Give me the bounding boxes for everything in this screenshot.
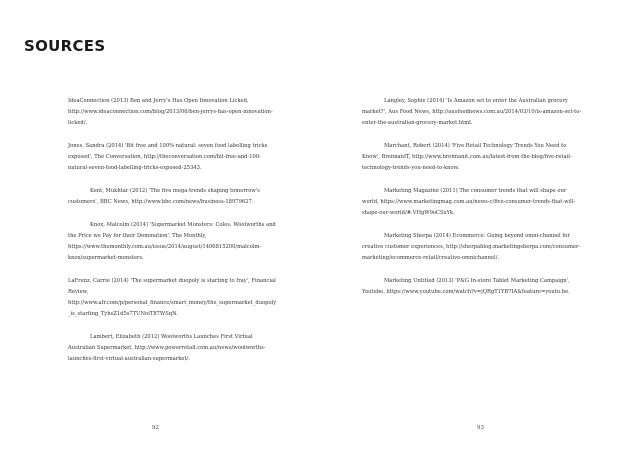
source-entry: IdeaConnection (2013) Ben and Jerry's Has Open Innovation Licked, http://www.ideaconnection.com/blog/2013/06/ben-jerrys-has-open-innovation-licked/. — [68, 98, 273, 126]
source-entry: Langley, Sophie (2014) 'Is Amazon set to enter the Australian grocery market?', Aus Food News, http://ausfoodnews.com.au/2014/03/10/is-amazon-set-to-enter-the-australian-grocery-market.html. — [362, 98, 582, 126]
page-title: SOURCES — [24, 37, 106, 55]
page-number-right: 93 — [477, 425, 484, 431]
source-entry: Knox, Malcolm (2014) 'Supermarket Monsters: Coles, Woolworths and the Price we Pay for their Domination', The Monthly, https://www.themonthly.com.au/issue/2014/august/1406815200/malcolm-knox/supermarket-monsters. — [68, 222, 276, 261]
page-number-left: 92 — [152, 425, 159, 431]
source-entry: Lambert, Elizabeth (2012) Woolworths Launches First Virtual Australian Supermarket, http://www.powerretail.com.au/news/woolworths-launches-first-virtual-australian-supermarket/. — [68, 334, 266, 362]
source-entry: Marchant, Robert (2014) 'Five Retail Technology Trends You Need to Know', BrennanIT, http://www.brennanit.com.au/latest-from-the-blog/five-retail-technology-trends-you-need-to-know. — [362, 143, 572, 171]
source-entry: Kent, Mukhtar (2012) 'The five mega-trends shaping tomorrow's customers', BBC News, http://www.bbc.com/news/business-18979627. — [68, 188, 260, 205]
source-entry: LaFrenz, Carrie (2014) 'The supermarket duopoly is starting to fray', Financial Review, http://www.afr.com/p/personal_finance/smart_money/the_supermarket_duopoly_is_starting_TyhsZ1d5s7TUNoiT87WSqN. — [68, 278, 277, 317]
left-column — [68, 96, 278, 377]
source-entry: Marketing Magazine (2011) The consumer trends that will shape our world, https://www.marketingmag.com.au/news-c/five-consumer-trends-that-will-shape-our-world/#.VHgW9oCSxYk. — [362, 188, 576, 216]
right-column — [362, 96, 584, 310]
source-entry: Jones, Sandra (2014) 'Bit free and 100% natural: seven food labelling tricks exposed', The Conversation, http://theconversation.com/bit-free-and-100-natural-seven-food-labelling-tricks-exposed-25343. — [68, 143, 268, 171]
source-entry: Marketing Sherpa (2014) Ecommerce: Going beyond omni-channel for creative customer experiences, http://sherpablog.marketingsherpa.com/consumer-marketing/ecommerce-retail/creative-omnichannel/. — [362, 233, 581, 261]
source-entry: Marketing Untitled (2013) 'P&G In-store Tablet Marketing Campaign', Youtube, https://www.youtube.com/watch?v=jQRgT1YB7IA&feature=youtu.be. — [362, 278, 570, 295]
